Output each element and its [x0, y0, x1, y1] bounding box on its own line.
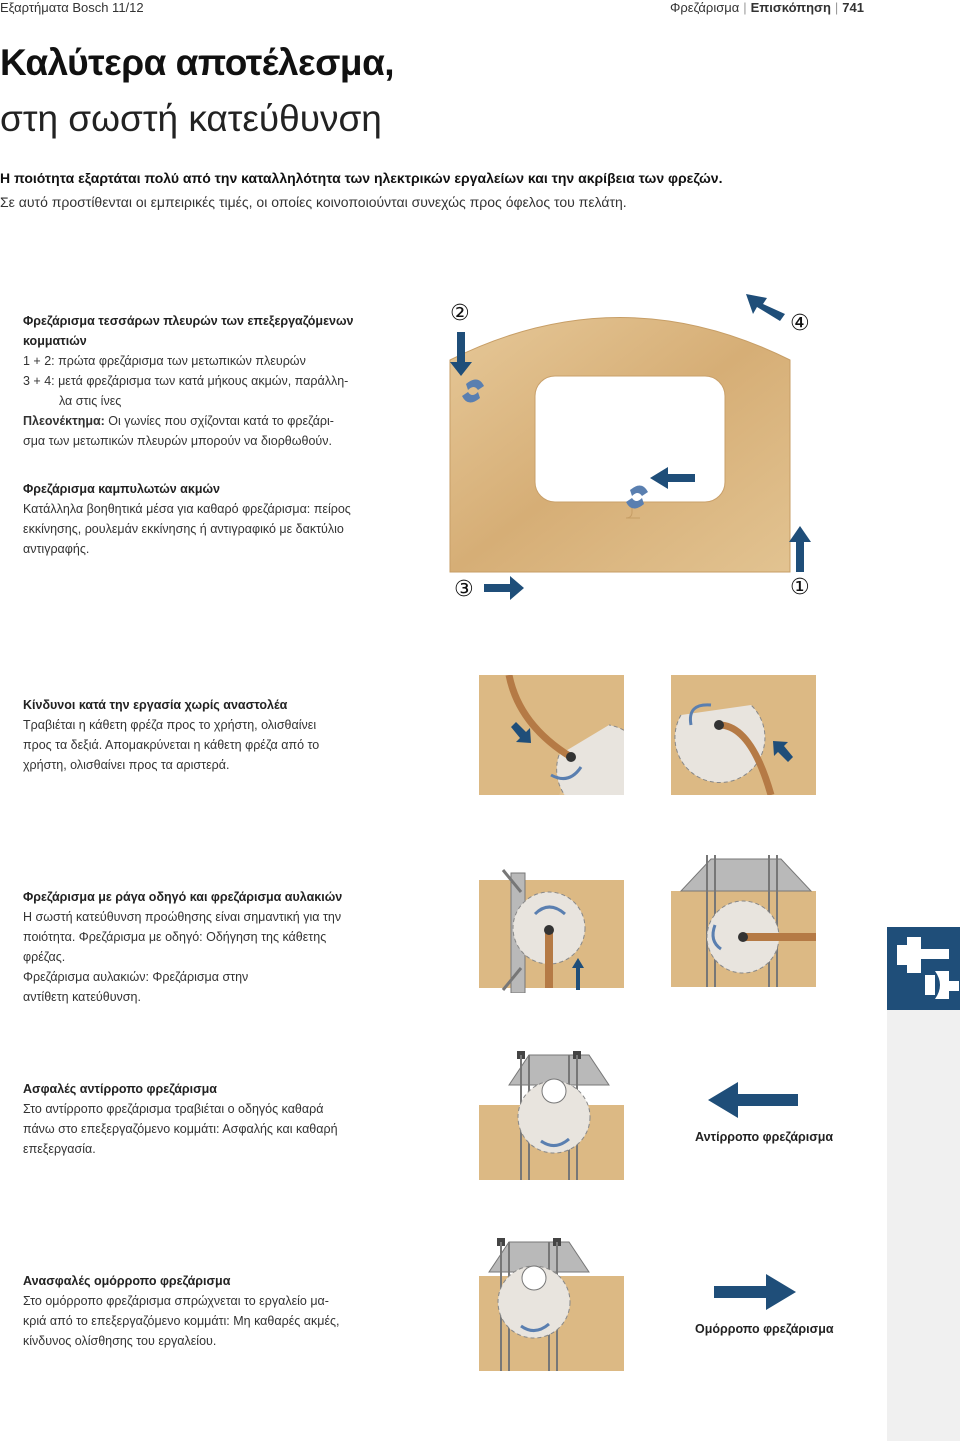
page-title-bold: Καλύτερα αποτέλεσμα, — [0, 42, 395, 83]
header-document-title: Εξαρτήματα Bosch 11/12 — [0, 0, 144, 15]
four-sides-line-3: λα στις ίνες — [59, 394, 122, 408]
arrow-right-icon — [484, 576, 524, 600]
breadcrumb-subsection: Επισκόπηση — [750, 0, 831, 15]
guide-rail-line-1: Η σωστή κατεύθυνση προώθησης είναι σημαντική για την — [23, 910, 342, 924]
safe-line-1: Στο αντίρροπο φρεζάρισμα τραβιέται ο οδηγός καθαρά — [23, 1102, 324, 1116]
guide-rail-figure-right — [671, 855, 816, 990]
curved-line-2: εκκίνησης, ρουλεμάν εκκίνησης ή αντιγραφικό με δακτύλιο — [23, 522, 344, 536]
unsafe-text — [23, 1271, 418, 1351]
board-cutout — [535, 376, 725, 502]
breadcrumb-section: Φρεζάρισμα — [669, 0, 740, 15]
curved-text — [23, 479, 418, 559]
guide-rail-line-3: φρέζας. — [23, 950, 66, 964]
marker-1: ① — [790, 575, 810, 600]
unsafe-figure — [479, 1236, 624, 1371]
four-sides-heading-1: Φρεζάρισμα τεσσάρων πλευρών των επεξεργαζόμενων — [23, 314, 354, 328]
guide-rail-line-5: αντίθετη κατεύθυνση. — [23, 990, 141, 1004]
danger-figure-right — [671, 675, 816, 795]
marker-3: ③ — [454, 577, 474, 602]
header-breadcrumb: Φρεζάρισμα | Επισκόπηση | 741 — [669, 0, 864, 15]
arrow-left-icon — [708, 1080, 798, 1120]
advantage-text-2: σμα των μετωπικών πλευρών μπορούν να διορθωθούν. — [23, 434, 332, 448]
unsafe-line-1: Στο ομόρροπο φρεζάρισμα σπρώχνεται το εργαλείο μα- — [23, 1294, 329, 1308]
four-sides-line-1: 1 + 2: πρώτα φρεζάρισμα των μετωπικών πλευρών — [23, 354, 306, 368]
danger-heading: Κίνδυνοι κατά την εργασία χωρίς αναστολέα — [23, 698, 288, 712]
four-sides-diagram — [440, 290, 820, 610]
advantage-text-1: Οι γωνίες που σχίζονται κατά το φρεζάρι- — [104, 414, 334, 428]
danger-line-2: προς τα δεξιά. Απομακρύνεται η κάθετη φρέζα από το — [23, 738, 320, 752]
safe-heading: Ασφαλές αντίρροπο φρεζάρισμα — [23, 1082, 217, 1096]
lead-normal: Σε αυτό προστίθενται οι εμπειρικές τιμές, οι οποίες κοινοποιούνται συνεχώς προς όφελος του πελάτη. — [0, 194, 627, 210]
arrow-up-icon — [789, 526, 811, 572]
page-number: 741 — [842, 0, 864, 15]
four-sides-heading-2: κομματιών — [23, 334, 87, 348]
four-sides-line-2: 3 + 4: μετά φρεζάρισμα των κατά μήκους ακμών, παράλλη- — [23, 374, 349, 388]
lead-bold: Η ποιότητα εξαρτάται πολύ από την καταλληλότητα των ηλεκτρικών εργαλείων και την ακρίβεια των φρεζών. — [0, 170, 723, 186]
guide-rail-heading: Φρεζάρισμα με ράγα οδηγό και φρεζάρισμα αυλακιών — [23, 890, 343, 904]
four-sides-advantage — [23, 411, 418, 431]
unsafe-line-3: κίνδυνος ολίσθησης του εργαλείου. — [23, 1334, 217, 1348]
guide-rail-line-4: Φρεζάρισμα αυλακιών: Φρεζάρισμα στην — [23, 970, 249, 984]
curved-heading: Φρεζάρισμα καμπυλωτών ακμών — [23, 482, 220, 496]
marker-2: ② — [450, 301, 470, 326]
four-sides-text — [23, 311, 418, 451]
safe-figure — [479, 1045, 624, 1180]
danger-text — [23, 695, 418, 775]
unsafe-heading: Ανασφαλές ομόρροπο φρεζάρισμα — [23, 1274, 231, 1288]
chapter-tab — [887, 927, 960, 1010]
safe-line-3: επεξεργασία. — [23, 1142, 96, 1156]
curved-line-1: Κατάλληλα βοηθητικά μέσα για καθαρό φρεζάρισμα: πείρος — [23, 502, 351, 516]
unsafe-line-2: κριά από το επεξεργαζόμενο κομμάτι: Μη καθαρές ακμές, — [23, 1314, 340, 1328]
danger-figure-left — [479, 675, 624, 795]
guide-rail-text — [23, 887, 418, 1007]
curved-line-3: αντιγραφής. — [23, 542, 90, 556]
arrow-up-left-icon — [746, 294, 785, 321]
guide-rail-figure-left — [479, 868, 624, 993]
marker-4: ④ — [790, 311, 810, 336]
page-title-light: στη σωστή κατεύθυνση — [0, 98, 382, 139]
danger-line-1: Τραβιέται η κάθετη φρέζα προς το χρήστη, ολισθαίνει — [23, 718, 317, 732]
router-bit-icon — [887, 927, 960, 1010]
safe-line-2: πάνω στο επεξεργαζόμενο κομμάτι: Ασφαλής και καθαρή — [23, 1122, 338, 1136]
side-gray-band — [887, 1010, 960, 1441]
arrow-right-icon — [714, 1272, 796, 1312]
safe-arrow-label: Αντίρροπο φρεζάρισμα — [695, 1130, 834, 1144]
advantage-label: Πλεονέκτημα: — [23, 414, 105, 428]
danger-line-3: χρήστη, ολισθαίνει προς τα αριστερά. — [23, 758, 230, 772]
guide-rail-line-2: ποιότητα. Φρεζάρισμα με οδηγό: Οδήγηση της κάθετης — [23, 930, 327, 944]
unsafe-arrow-label: Ομόρροπο φρεζάρισμα — [695, 1322, 834, 1336]
safe-text — [23, 1079, 418, 1159]
